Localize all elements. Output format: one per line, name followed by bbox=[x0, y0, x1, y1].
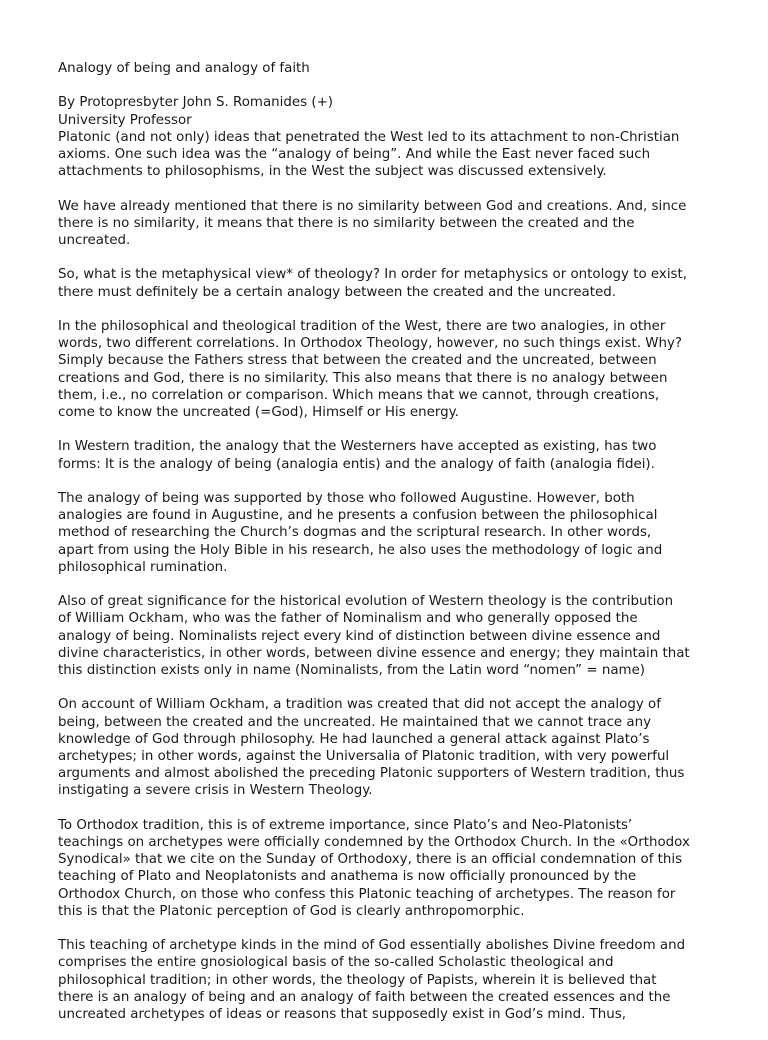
paragraph bbox=[58, 817, 718, 920]
text-line: apart from using the Holy Bible in his research, he also uses the methodology of logic and bbox=[58, 542, 663, 558]
text-line: So, what is the metaphysical view* of theology? In order for metaphysics or ontology to exist, bbox=[58, 267, 688, 283]
text-line: there must definitely be a certain analogy between the created and the uncreated. bbox=[58, 284, 617, 300]
document-page bbox=[58, 60, 718, 1040]
text-line: attachments to philosophisms, in the West the subject was discussed extensively. bbox=[58, 164, 607, 180]
text-line: In Western tradition, the analogy that the Westerners have accepted as existing, has two bbox=[58, 439, 657, 455]
text-line: Platonic (and not only) ideas that penetrated the West led to its attachment to non-Christian bbox=[58, 129, 680, 145]
text-line: there is no similarity, it means that there is no similarity between the created and the bbox=[58, 215, 635, 231]
text-line: philosophical tradition; in other words, the theology of Papists, wherein it is believed that bbox=[58, 972, 657, 988]
text-line: philosophical rumination. bbox=[58, 559, 228, 575]
text-line: Orthodox Church, on those who confess this Platonic teaching of archetypes. The reason for bbox=[58, 886, 676, 902]
paragraph bbox=[58, 438, 718, 472]
text-line: uncreated. bbox=[58, 233, 131, 248]
text-line: Also of great significance for the historical evolution of Western theology is the contribution bbox=[58, 594, 674, 610]
paragraph bbox=[58, 696, 718, 799]
paragraph bbox=[58, 593, 718, 679]
text-line: analogy of being. Nominalists reject every kind of distinction between divine essence and bbox=[58, 628, 661, 644]
text-line: axioms. One such idea was the “analogy of being”. And while the East never faced such bbox=[58, 147, 651, 162]
document-body bbox=[58, 129, 718, 1023]
text-line: being, between the created and the uncreated. He maintained that we cannot trace any bbox=[58, 714, 652, 730]
text-line: method of researching the Church’s dogmas and the scriptural research. In other words, bbox=[58, 525, 652, 541]
text-line: knowledge of God through philosophy. He had launched a general attack against Plato’s bbox=[58, 731, 650, 747]
text-line: them, i.e., no correlation or comparison. Which means that we cannot, through creations, bbox=[58, 387, 660, 403]
text-line: forms: It is the analogy of being (analogia entis) and the analogy of faith (analogia fidei). bbox=[58, 456, 655, 472]
author-role: University Professor bbox=[58, 112, 192, 128]
text-line: instigating a severe crisis in Western Theology. bbox=[58, 783, 373, 799]
text-line: Synodical» that we cite on the Sunday of Orthodoxy, there is an official condemnation of this bbox=[58, 852, 683, 868]
paragraph bbox=[58, 937, 718, 1023]
text-line: We have already mentioned that there is no similarity between God and creations. And, since bbox=[58, 198, 687, 214]
text-line: On account of William Ockham, a tradition was created that did not accept the analogy of bbox=[58, 697, 661, 713]
text-line: creations and God, there is no similarity. This also means that there is no analogy between bbox=[58, 370, 668, 386]
author-line: By Protopresbyter John S. Romanides (+) bbox=[58, 95, 334, 111]
text-line: analogies are found in Augustine, and he presents a confusion between the philosophical bbox=[58, 508, 658, 524]
text-line: archetypes; in other words, against the Universalia of Platonic tradition, with very powerful bbox=[58, 749, 670, 764]
paragraph bbox=[58, 490, 718, 576]
paragraph bbox=[58, 129, 718, 181]
document-title: Analogy of being and analogy of faith bbox=[58, 61, 310, 76]
text-line: there is an analogy of being and an analogy of faith between the created essences and the bbox=[58, 989, 671, 1005]
text-line: come to know the uncreated (=God), Himself or His energy. bbox=[58, 405, 459, 420]
text-line: The analogy of being was supported by those who followed Augustine. However, both bbox=[58, 490, 635, 506]
text-line: words, two different correlations. In Orthodox Theology, however, no such things exist. Why? bbox=[58, 336, 682, 352]
text-line: teachings on archetypes were officially condemned by the Orthodox Church. In the «Orthodox bbox=[58, 835, 690, 850]
paragraph bbox=[58, 266, 718, 300]
text-line: To Orthodox tradition, this is of extreme importance, since Plato’s and Neo-Platonists’ bbox=[58, 817, 633, 833]
text-line: In the philosophical and theological tradition of the West, there are two analogies, in other bbox=[58, 318, 666, 334]
text-line: teaching of Plato and Neoplatonists and anathema is now officially pronounced by the bbox=[58, 869, 637, 885]
text-line: Simply because the Fathers stress that between the created and the uncreated, between bbox=[58, 353, 657, 369]
text-line: uncreated archetypes of ideas or reasons that supposedly exist in God’s mind. Thus, bbox=[58, 1007, 626, 1023]
text-line: comprises the entire gnosiological basis of the so-called Scholastic theological and bbox=[58, 955, 614, 971]
text-line: divine characteristics, in other words, between divine essence and energy; they maintain that bbox=[58, 645, 690, 661]
text-line: arguments and almost abolished the preceding Platonic supporters of Western tradition, thus bbox=[58, 766, 685, 782]
text-line: This teaching of archetype kinds in the mind of God essentially abolishes Divine freedom and bbox=[58, 938, 686, 954]
text-line: of William Ockham, who was the father of Nominalism and who generally opposed the bbox=[58, 611, 638, 627]
text-line: this is that the Platonic perception of God is clearly anthropomorphic. bbox=[58, 903, 525, 919]
paragraph bbox=[58, 318, 718, 421]
paragraph bbox=[58, 198, 718, 250]
text-line: this distinction exists only in name (Nominalists, from the Latin word “nomen” = name) bbox=[58, 663, 646, 678]
